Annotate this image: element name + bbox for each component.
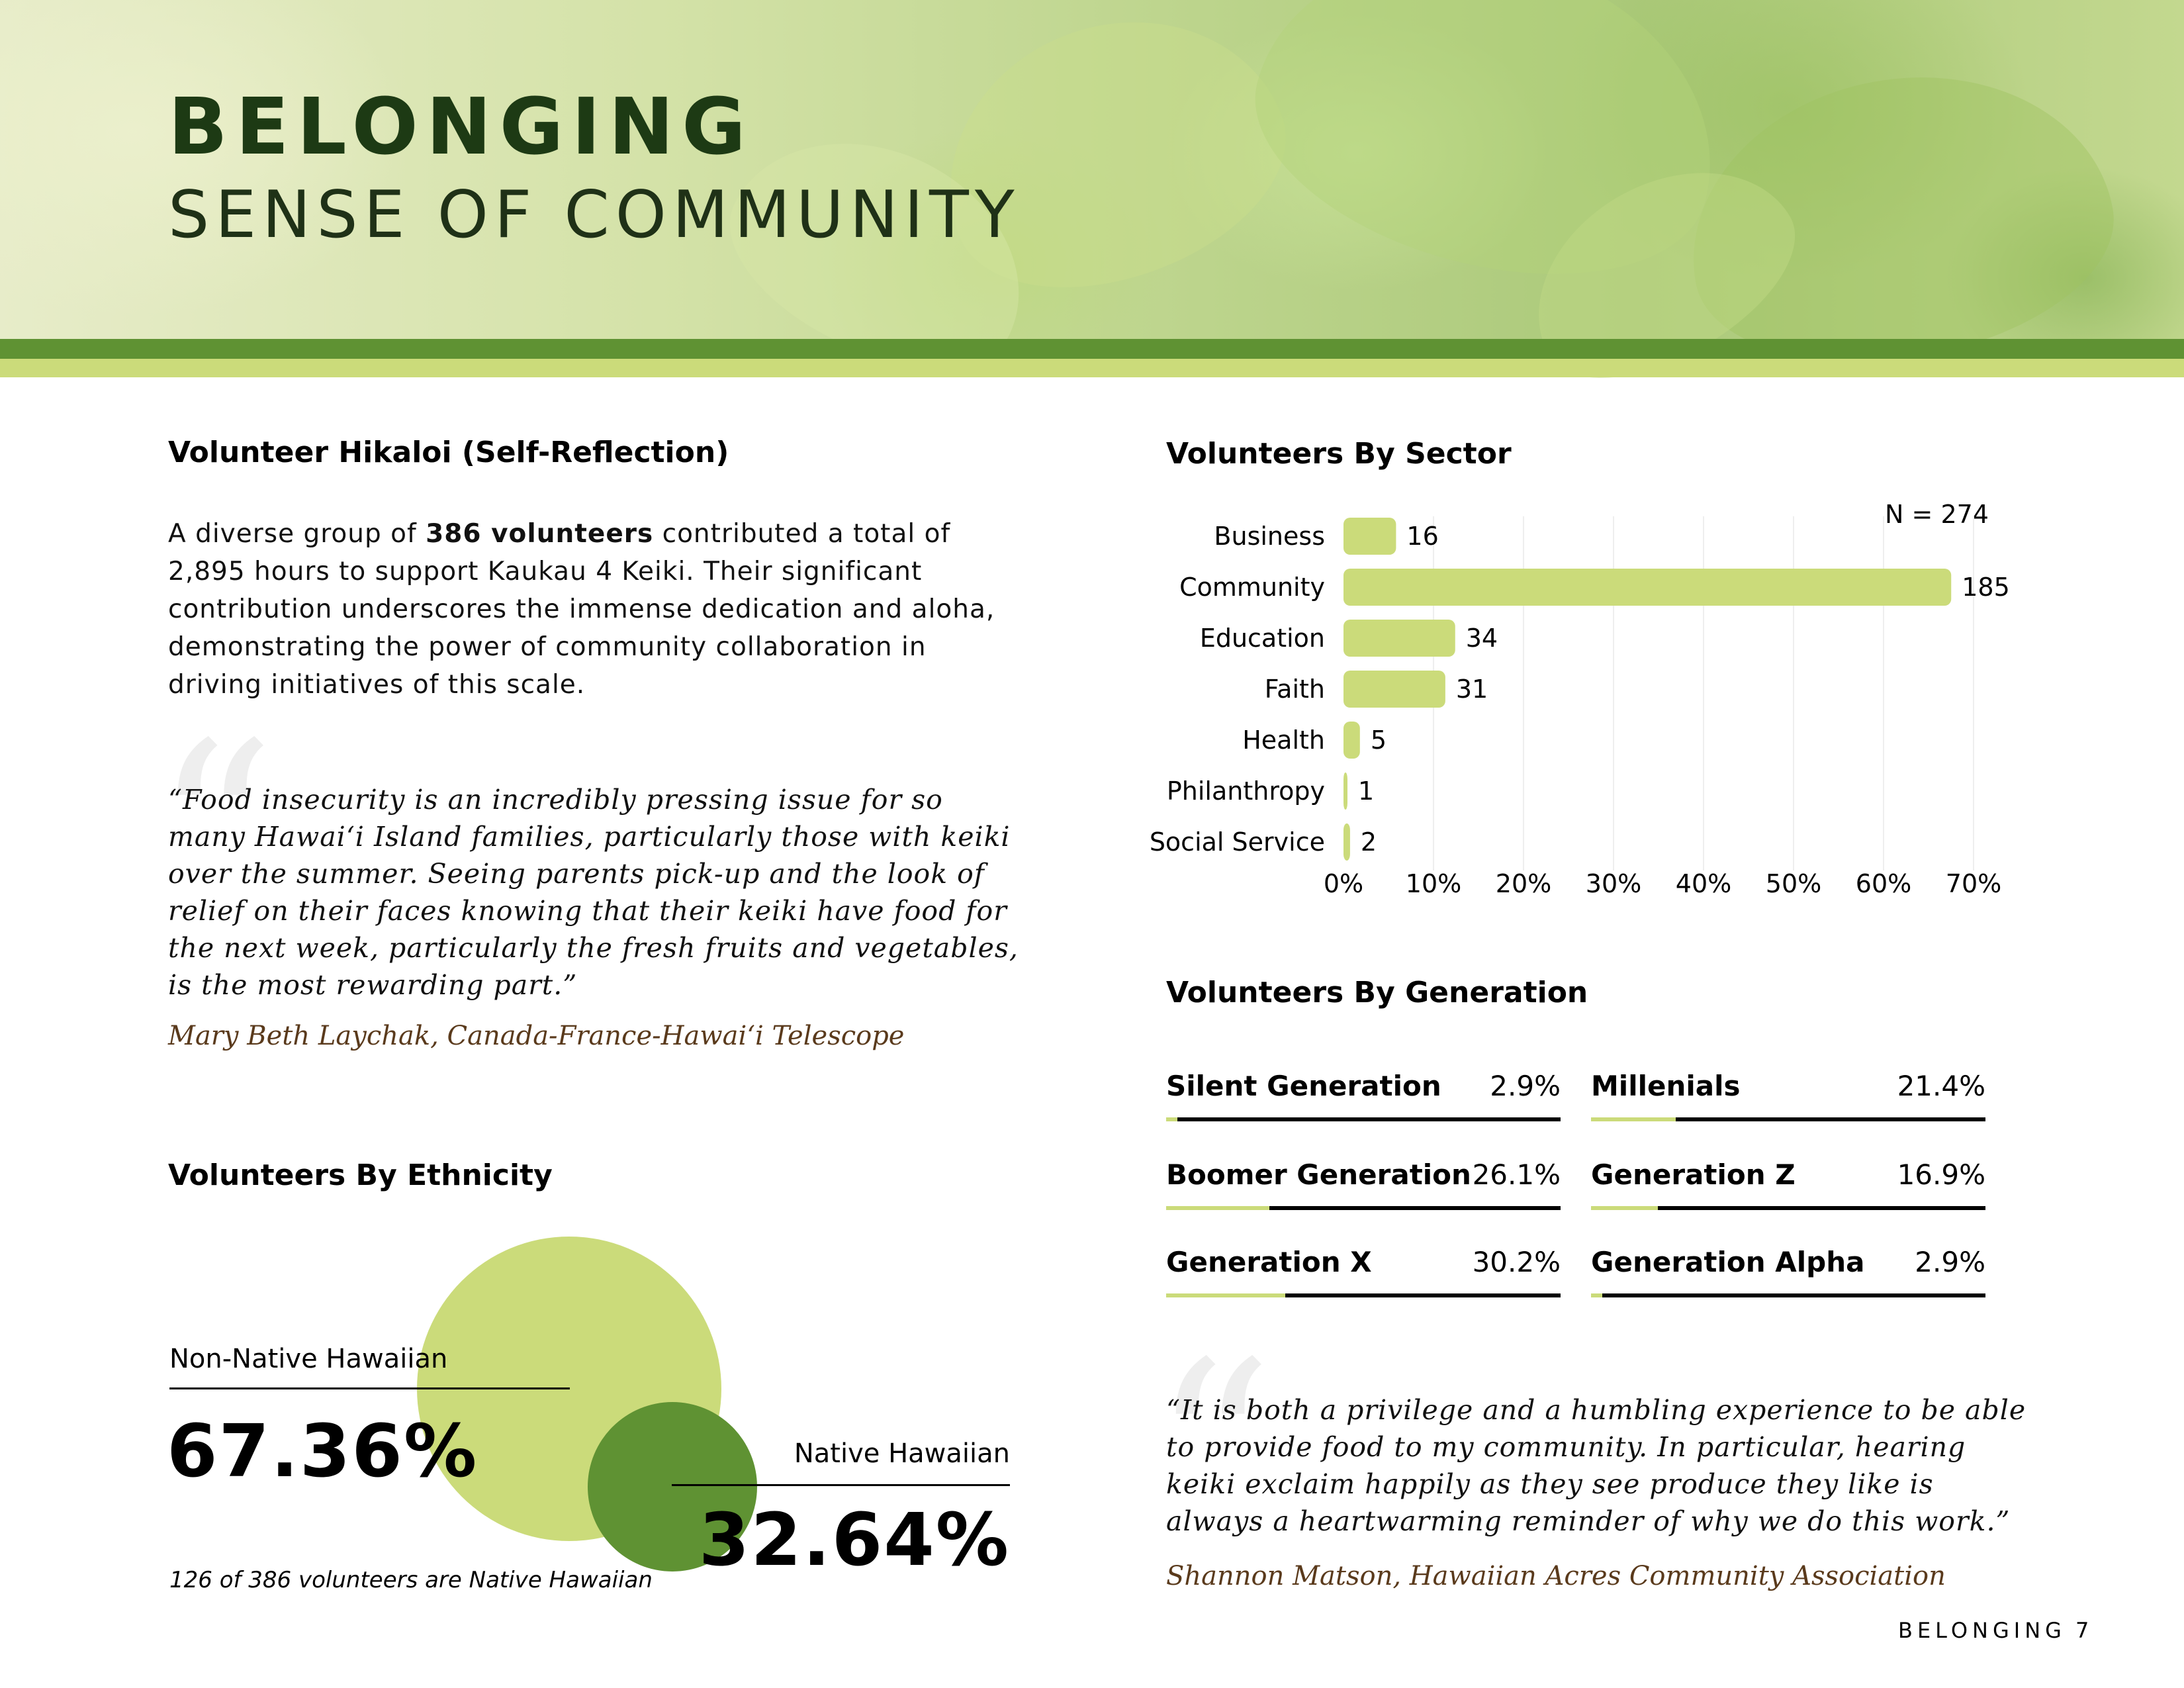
bar (1343, 773, 1347, 810)
x-tick-label: 40% (1675, 869, 1732, 898)
generation-value: 16.9% (1897, 1158, 1985, 1191)
page-number: 7 (2075, 1618, 2089, 1643)
generation-label: Generation Alpha (1591, 1246, 1865, 1278)
category-label: Social Service (1149, 827, 1325, 857)
sector-heading: Volunteers By Sector (1166, 437, 1512, 471)
non-native-percent: 67.36% (167, 1409, 478, 1493)
generation-item (1166, 1070, 1561, 1123)
hero-banner (0, 0, 2184, 339)
generation-value: 26.1% (1472, 1158, 1561, 1191)
native-percent: 32.64% (698, 1497, 1010, 1582)
category-label: Community (1179, 573, 1325, 602)
generation-bar-track (1166, 1206, 1561, 1210)
generation-bar-fill (1591, 1206, 1658, 1210)
generation-item (1591, 1158, 1985, 1211)
quote-2-text: “It is both a privilege and a humbling experience to be able to provide food to my community. In particular, hearing keiki exclaim happily as they see produce they like is always a heartwarming reminder of why we do this work.” (1166, 1394, 2026, 1537)
generation-bar-fill (1591, 1293, 1602, 1297)
generation-item (1166, 1158, 1561, 1211)
sector-chart (1125, 503, 2025, 914)
header-stripe-dark (0, 339, 2184, 359)
generation-heading: Volunteers By Generation (1166, 976, 1588, 1009)
x-tick-label: 30% (1585, 869, 1642, 898)
x-tick-label: 0% (1323, 869, 1364, 898)
footer-section-label: BELONGING (1898, 1618, 2066, 1643)
category-label: Business (1214, 522, 1325, 551)
quote-1-text: “Food insecurity is an incredibly pressing issue for so many Hawaiʻi Island families, particularly those with keiki over the summer. Seeing parents pick-up and the look of relief on their faces knowing that their keiki have food for the next week, particularly the fresh fruits and vegetables, is the most rewarding part.” (168, 784, 1019, 1001)
quote-2-attribution: Shannon Matson, Hawaiian Acres Community Association (1166, 1561, 1946, 1591)
non-native-label: Non-Native Hawaiian (169, 1344, 448, 1374)
quote-mark-icon: “ (154, 692, 276, 969)
x-tick-label: 70% (1945, 869, 2002, 898)
bar (1343, 518, 1396, 555)
category-label: Philanthropy (1166, 776, 1325, 806)
ethnicity-heading: Volunteers By Ethnicity (168, 1158, 553, 1192)
generation-label: Silent Generation (1166, 1070, 1441, 1102)
generation-bar-track (1166, 1117, 1561, 1121)
category-label: Faith (1264, 675, 1325, 704)
generation-bar-track (1591, 1117, 1985, 1121)
category-label: Education (1199, 624, 1325, 653)
generation-label: Millenials (1591, 1070, 1741, 1102)
generation-bar-fill (1591, 1117, 1676, 1121)
bar (1343, 569, 1951, 606)
quote-mark-icon: “ (1152, 1311, 1274, 1588)
data-label: 5 (1370, 726, 1387, 755)
native-label: Native Hawaiian (794, 1438, 1010, 1469)
sample-size-label: N = 274 (1885, 503, 1989, 529)
category-label: Health (1242, 726, 1325, 755)
data-label: 31 (1455, 675, 1488, 704)
native-divider (672, 1484, 1010, 1486)
header-stripe-light (0, 359, 2184, 377)
self-reflection-body: A diverse group of 386 volunteers contributed a total of 2,895 hours to support Kaukau 4 Keiki. Their significant contribution underscores the immense dedication and aloha, demonstrating the power of community collaboration in driving initiatives of this scale. (168, 519, 995, 700)
generation-bar-track (1166, 1293, 1561, 1297)
generation-bar-fill (1166, 1117, 1177, 1121)
x-tick-label: 10% (1405, 869, 1462, 898)
bar (1343, 722, 1360, 759)
generation-bar-fill (1166, 1293, 1285, 1297)
generation-value: 2.9% (1490, 1070, 1561, 1102)
quote-1-attribution: Mary Beth Laychak, Canada-France-Hawaiʻi Telescope (168, 1021, 905, 1051)
generation-value: 21.4% (1897, 1070, 1985, 1102)
page-subtitle: SENSE OF COMMUNITY (168, 177, 1021, 253)
generation-value: 30.2% (1472, 1246, 1561, 1278)
self-reflection-heading: Volunteer Hikaloi (Self-Reflection) (168, 436, 729, 469)
generation-label: Generation X (1166, 1246, 1372, 1278)
x-tick-label: 20% (1495, 869, 1552, 898)
generation-bar-track (1591, 1293, 1985, 1297)
bar (1343, 823, 1350, 861)
data-label: 185 (1962, 573, 2010, 602)
page-title: BELONGING (168, 81, 754, 172)
generation-value: 2.9% (1915, 1246, 1985, 1278)
data-label: 1 (1358, 776, 1375, 806)
bar (1343, 671, 1445, 708)
data-label: 2 (1360, 827, 1377, 857)
data-label: 16 (1406, 522, 1439, 551)
generation-label: Generation Z (1591, 1158, 1796, 1191)
generation-item (1166, 1246, 1561, 1299)
generation-label: Boomer Generation (1166, 1158, 1471, 1191)
generation-item (1591, 1246, 1985, 1299)
data-label: 34 (1465, 624, 1498, 653)
generation-bar-fill (1166, 1206, 1269, 1210)
x-tick-label: 50% (1765, 869, 1822, 898)
non-native-divider (169, 1387, 570, 1389)
ethnicity-note: 126 of 386 volunteers are Native Hawaiian (169, 1567, 653, 1593)
generation-bar-track (1591, 1206, 1985, 1210)
bar (1343, 620, 1455, 657)
x-tick-label: 60% (1855, 869, 1912, 898)
generation-item (1591, 1070, 1985, 1123)
